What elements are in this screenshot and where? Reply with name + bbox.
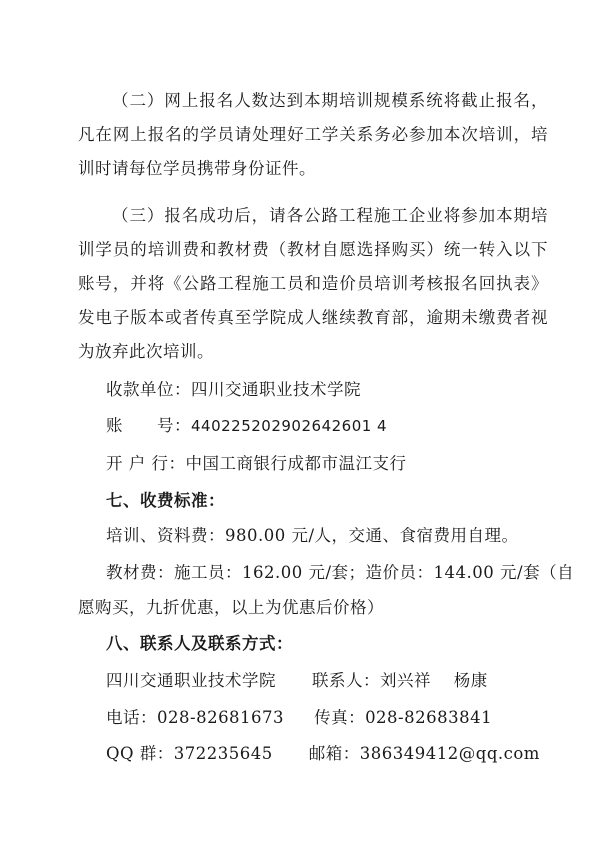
contact-school: 四川交通职业技术学院 — [106, 671, 276, 690]
account-number: 440225202902642601 4 — [191, 417, 388, 435]
contact-phone-line — [106, 706, 492, 730]
contact-qq-line — [106, 742, 540, 766]
contact-qq: QQ 群：372235645 — [106, 744, 273, 763]
paragraph-registration-limit: （二）网上报名人数达到本期培训规模系统将截止报名，凡在网上报名的学员请处理好工学关系务必参加本次培训，培训时请每位学员携带身份证件。 — [78, 91, 548, 178]
contact-school-line — [106, 669, 488, 693]
materials-fee-line-2: 愿购买，九折优惠，以上为优惠后价格） — [78, 598, 384, 617]
contact-fax: 传真：028-82683841 — [314, 708, 493, 727]
contact-phone: 电话：028-82681673 — [106, 708, 285, 727]
contact-persons: 联系人：刘兴祥 杨康 — [312, 671, 488, 690]
materials-fee-line-1: 教材费：施工员：162.00 元/套；造价员：144.00 元/套（自 — [106, 563, 575, 582]
bank-line: 开 户 行：中国工商银行成都市温江支行 — [106, 454, 407, 473]
contact-email: 邮箱：386349412@qq.com — [308, 744, 540, 763]
training-fee-line: 培训、资料费：980.00 元/人，交通、食宿费用自理。 — [106, 526, 519, 545]
account-number-label: 账 号： — [106, 416, 191, 435]
account-number-line — [106, 414, 387, 438]
paragraph-payment-instructions: （三）报名成功后，请各公路工程施工企业将参加本期培训学员的培训费和教材费（教材自愿选择购买）统一转入以下账号，并将《公路工程施工员和造价员培训考核报名回执表》发电子版本或者传真至学院成人继续教育部，逾期未缴费者视为放弃此次培训。 — [78, 206, 548, 361]
fees-heading: 七、收费标准： — [106, 491, 225, 510]
contact-heading: 八、联系人及联系方式： — [106, 634, 293, 653]
payee-line: 收款单位：四川交通职业技术学院 — [106, 380, 361, 399]
